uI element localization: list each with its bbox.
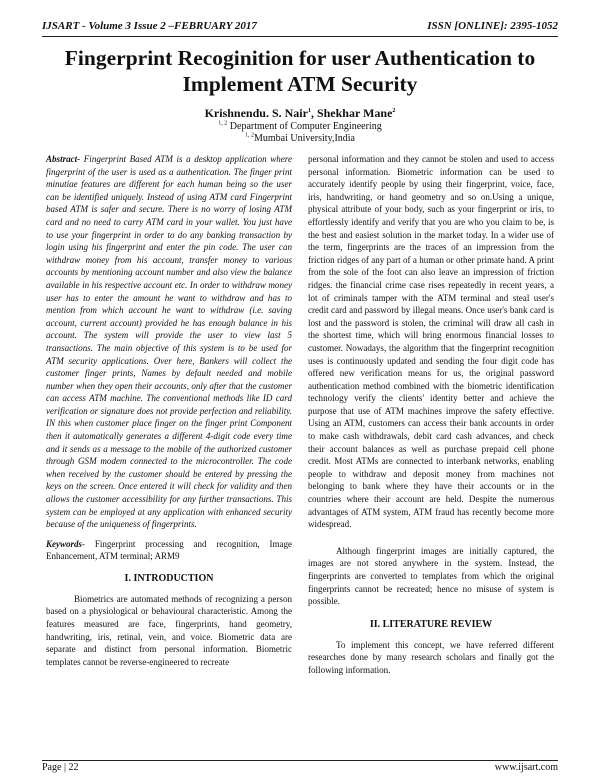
author-2-sup: 2 bbox=[392, 108, 396, 114]
dept: Department of Computer Engineering bbox=[229, 121, 382, 132]
left-column bbox=[46, 153, 292, 668]
right-column bbox=[308, 153, 554, 677]
literature-paragraph: To implement this concept, we have referred different researches done by many research scholars and finally got the following information. bbox=[308, 639, 554, 675]
univ: Mumbai University,India bbox=[253, 133, 355, 144]
page-number: Page | 22 bbox=[42, 762, 79, 773]
abstract bbox=[46, 153, 292, 531]
header-rule bbox=[42, 36, 558, 37]
keywords bbox=[46, 538, 292, 562]
section-heading-introduction: I. INTRODUCTION bbox=[124, 572, 214, 584]
author-separator: , bbox=[310, 106, 317, 120]
intro-paragraph: Biometrics are automated methods of recognizing a person based on a physiological or behavioural characteristic. Among the features measured are face, fingerprints, hand geometry, handwriting, iris, retinal, vein, and voice. Biometric data are separate and distinct from personal information. Biometric templates cannot be reverse-engineered to recreate bbox=[46, 593, 292, 667]
paper-title: Fingerprint Recoginition for user Authentication to Implement ATM Security bbox=[64, 46, 536, 96]
intro-continued-paragraph: personal information and they cannot be stolen and used to access personal information. Biometric information can be used to accurately identify people by using their fingerprint, voice, face, iris, handwriting, or hand geometry and so on.Using a unique, physical attribute of your body, such as your fingerprint or iris, to effortlessly identify and verify that you are who you claim to be, is the best and easiest solution in the market today. In a wider use of the term, fingerprints are the traces of an impression from the friction ridges of any part of a human or other primate hand. A print from the sole of the foot can also leave an impression of friction ridges. the financial crime case rises repeatedly in recent years, a lot of criminals tamper with the ATM terminal and steal user's credit card and password by illegal means. Once user's bank card is lost and the password is stolen, the criminal will draw all cash in the shortest time, which will bring enormous financial losses to customer. Nowadays, the algorithm that the fingerprint recognition uses is continuously updated and sending the four digit code has offered new verification means for us, the original password authentication method combined with the biometric identification technology verify the clients' identity better and achieve the purpose that use of ATM machines improve the safety effective. Using an ATM, customers can access their bank accounts in order to make cash withdrawals, debit card cash advances, and check their account balances as well as purchase prepaid cell phone credit. Most ATMs are connected to interbank networks, enabling people to withdraw and deposit money from machines not belonging to bank where they have their accounts or in the countries where their account are held. Despite the numerous advantages of ATM system, ATM fraud has recently become more widespread. bbox=[308, 154, 554, 530]
dept-sup: 1, 2 bbox=[218, 120, 228, 127]
author-1-sup: 1 bbox=[307, 108, 311, 114]
author-2: Shekhar Mane bbox=[316, 106, 393, 120]
fingerprint-template-paragraph: Although fingerprint images are initially captured, the images are not stored anywhere in the system. Instead, the fingerprints are converted to templates from which the original fingerprints cannot be recreated; hence no misuse of system is possible. bbox=[308, 545, 554, 607]
keywords-text: - Fingerprint processing and recognition, Image Enhancement, ATM terminal; ARM9 bbox=[46, 538, 292, 561]
journal-header: IJSART - Volume 3 Issue 2 –FEBRUARY 2017 bbox=[42, 20, 257, 32]
author-1: Krishnendu. S. Nair bbox=[204, 106, 308, 120]
keywords-label: Keywords bbox=[46, 538, 82, 549]
abstract-label: Abstract- bbox=[46, 154, 81, 164]
issn-header: ISSN [ONLINE]: 2395-1052 bbox=[427, 20, 558, 32]
journal-url[interactable]: www.ijsart.com bbox=[494, 762, 558, 773]
univ-sup: 1, 2 bbox=[244, 132, 254, 139]
affiliation bbox=[0, 121, 600, 145]
abstract-text: Fingerprint Based ATM is a desktop application where fingerprint of the user is used as a authentication. The finger print minutiae features are different for each human being so the user can be identified uniquely. Instead of using ATM card Fingerprint based ATM is safer and secure. There is no worry of losing ATM card and no need to carry ATM card in your wallet. You just have to use your fingerprint in order to do any banking transaction by login using his fingerprint and enter the pin code. The user can withdraw money from his account, transfer money to various accounts by mentioning account number and also view the balance available in his respective account etc. In order to withdraw money user has to enter the amount he want to withdraw and has to mention from which account he want to withdraw (i.e. saving account, current account) provided he has enough balance in his account. The system will provide the user to view last 5 transactions. The main objective of this system is to be used for ATM security applications. Over here, Bankers will collect the customer finger prints, Names by default needed and mobile number when they open their accounts, only after that the customer can access ATM machine. The conventional methods like ID card verification or signature does not provide perfection and reliability. IN this when customer place finger on the finger print Component then it automatically generates a different 4-digit code every time and it sends as a message to the mobile of the authorized customer through GSM modem connected to the microcontroller. The code when received by the customer should be entered by pressing the keys on the screen. Once entered it will check for validity and then allows the customer accessibility for any further transactions. This system can be employed at any application with enhanced security because of the uniqueness of fingerprints. bbox=[46, 154, 292, 530]
footer-rule bbox=[42, 760, 558, 761]
affiliation-dept-line bbox=[0, 121, 600, 133]
authors-line bbox=[0, 106, 600, 121]
section-heading-literature-review: II. LITERATURE REVIEW bbox=[369, 618, 493, 630]
affiliation-univ-line bbox=[0, 133, 600, 145]
